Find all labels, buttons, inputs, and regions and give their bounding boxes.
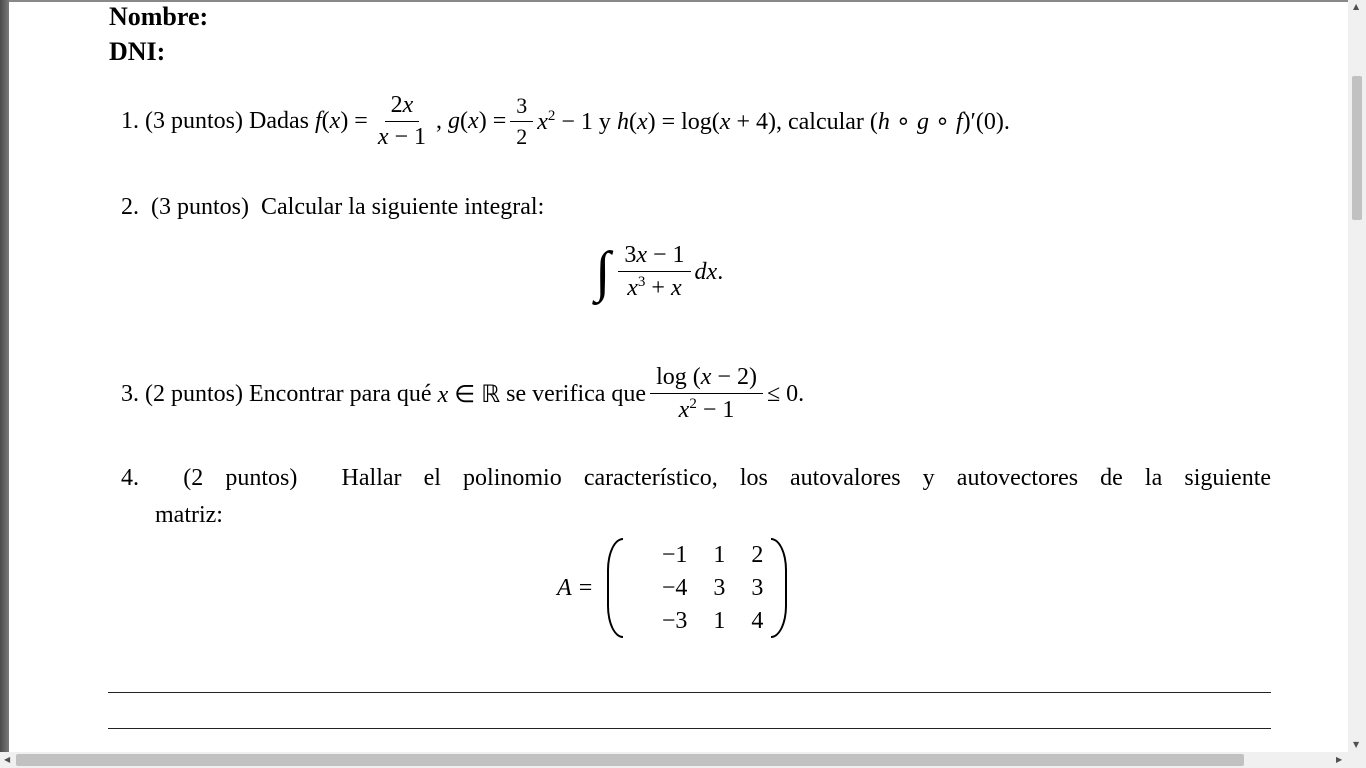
answer-line-2 [108,728,1271,729]
problem-1-number: 1. [121,108,139,134]
matrix-cell: 4 [751,607,764,634]
matrix-cell: −1 [661,541,688,568]
scroll-right-icon[interactable]: ▶ [1336,755,1343,764]
matrix-cell: 1 [713,541,726,568]
vertical-scrollbar[interactable] [1348,0,1366,752]
matrix-cell: −4 [661,574,688,601]
problem-2-number: 2. [121,194,139,220]
problem-4-points: (2 puntos) [183,465,298,491]
document-page [9,0,1348,752]
name-label: Nombre: [109,2,209,31]
integral-fraction: $\frac{3x - 1}{x^3 + x}$ [618,242,690,302]
matrix-cell: 3 [751,574,764,601]
integral-dx: dx. [694,258,724,285]
problem-4-text: Hallar el polinomio característico, los autovalores y autovectores de la siguiente [341,465,1272,491]
right-paren [771,538,787,638]
fraction-2x-over-x-minus-1: $\frac{2x}{x - 1}$ [377,92,427,150]
integral-sign: ∫ [595,241,611,303]
horizontal-scroll-thumb[interactable] [16,754,1244,766]
problem-4-number: 4. [121,465,139,491]
problem-3-number: 3. [121,380,139,407]
matrix-cell: 3 [713,574,726,601]
problem-3-text: Encontrar para qué [249,380,432,407]
problem-4-text-line2: matriz: [155,502,223,528]
integral-formula [595,242,723,302]
answer-line-1 [108,692,1271,693]
matrix-A [557,538,787,638]
problem-2-text: Calcular la siguiente integral: [261,194,545,220]
scroll-down-icon[interactable]: ▼ [1353,740,1360,749]
scrollbar-corner [1348,752,1366,768]
window-left-edge [0,0,9,768]
left-paren [607,538,623,638]
problem-3-inequality: ≤ 0. [766,380,805,407]
problem-4 [121,465,1271,492]
problem-1-points: (3 puntos) [145,108,243,134]
problem-2-points: (3 puntos) [151,194,249,220]
horizontal-scrollbar[interactable] [0,752,1348,768]
problem-1-formula-g: , g(x) = [436,108,507,134]
problem-1-text: Dadas [249,108,309,134]
problem-1-formula-rest: $x^2 - 1$ y h(x) = log(x + 4), calcular (h ∘ g ∘ f)′(0). [537,108,1010,135]
problem-1 [121,92,1010,151]
scroll-left-icon[interactable]: ◀ [4,755,11,764]
matrix-grid [631,542,763,635]
problem-2 [121,194,544,221]
matrix-cell: 1 [713,607,726,634]
matrix-label: A = [557,574,594,601]
log-fraction: $\frac{\log (x - 2)}{x^2 - 1}$ [650,364,763,424]
problem-3 [121,364,804,424]
dni-label: DNI: [109,37,166,66]
problem-1-formula-f: f(x) = [314,108,368,134]
scroll-up-icon[interactable]: ▲ [1353,2,1360,11]
fraction-3-over-2: $\frac{3}{2}$ [510,93,533,150]
problem-3-text-mid: se verifica que [506,380,647,407]
vertical-scroll-thumb[interactable] [1352,76,1362,220]
problem-3-points: (2 puntos) [145,380,243,407]
matrix-cell: −3 [661,607,688,634]
matrix-cell: 2 [751,541,764,568]
problem-3-set: x ∈ ℝ [437,381,501,408]
